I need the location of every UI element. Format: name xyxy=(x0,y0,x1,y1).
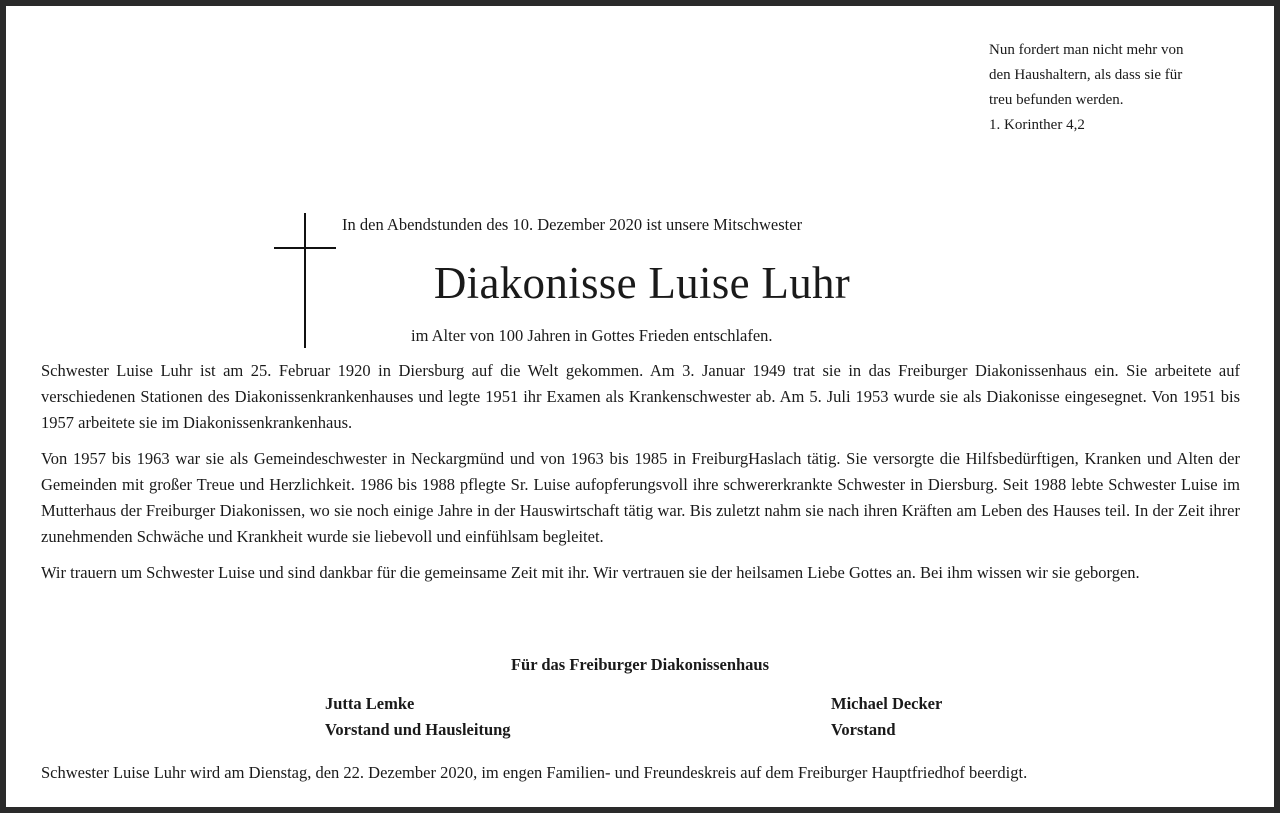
verse-reference: 1. Korinther 4,2 xyxy=(989,117,1085,133)
signatory-role: Vorstand xyxy=(831,720,896,739)
burial-notice: Schwester Luise Luhr wird am Dienstag, den 22. Dezember 2020, im engen Familien- und Freundeskreis auf dem Freiburger Hauptfriedhof beerdigt. xyxy=(41,763,1028,782)
signatory-name: Jutta Lemke xyxy=(325,694,415,713)
obituary-body xyxy=(41,358,1240,596)
paragraph: Von 1957 bis 1963 war sie als Gemeindeschwester in Neckargmünd und von 1963 bis 1985 in FreiburgHaslach tätig. Sie versorgte die Hilfsbedürftigen, Kranken und Alten der Gemeinden mit großer Treue und Herzlichkeit. 1986 bis 1988 pflegte Sr. Luise aufopferungsvoll ihre schwererkrankte Schwester in Diersburg. Seit 1988 lebte Schwester Luise im Mutterhaus der Freiburger Diakonissen, wo sie noch einige Jahre in der Hauswirtschaft tätig war. Bis zuletzt nahm sie nach ihren Kräften am Leben des Hauses teil. In der Zeit ihrer zunehmenden Schwäche und Krankheit wurde sie liebevoll und einfühlsam begleitet. xyxy=(41,449,1240,546)
death-statement: im Alter von 100 Jahren in Gottes Frieden entschlafen. xyxy=(411,326,773,345)
signatory-name: Michael Decker xyxy=(831,694,943,713)
verse-line: Nun fordert man nicht mehr von xyxy=(989,42,1184,58)
bible-verse xyxy=(989,38,1259,138)
signatory xyxy=(831,691,942,743)
deceased-name: Diakonisse Luise Luhr xyxy=(433,258,851,308)
verse-line: treu befunden werden. xyxy=(989,92,1124,108)
organization-line: Für das Freiburger Diakonissenhaus xyxy=(510,655,770,674)
paragraph: Wir trauern um Schwester Luise und sind dankbar für die gemeinsame Zeit mit ihr. Wir vertrauen sie der heilsamen Liebe Gottes an. Bei ihm wissen wir sie geborgen. xyxy=(41,563,1140,582)
signatory xyxy=(325,691,511,743)
signatory-role: Vorstand und Hausleitung xyxy=(325,720,511,739)
paragraph: Schwester Luise Luhr ist am 25. Februar 1920 in Diersburg auf die Welt gekommen. Am 3. Januar 1949 trat sie in das Freiburger Diakonissenhaus ein. Sie arbeitete auf verschiedenen Stationen des Diakonissenkrankenhauses und legte 1951 ihr Examen als Krankenschwester ab. Am 5. Juli 1953 wurde sie als Diakonisse eingesegnet. Von 1951 bis 1957 arbeitete sie im Diakonissenkrankenhaus. xyxy=(41,361,1240,432)
cross-horizontal-bar xyxy=(274,247,336,249)
obituary-notice xyxy=(6,6,1274,807)
verse-line: den Haushaltern, als dass sie für xyxy=(989,67,1183,83)
intro-text: In den Abendstunden des 10. Dezember 2020 ist unsere Mitschwester xyxy=(342,215,803,234)
